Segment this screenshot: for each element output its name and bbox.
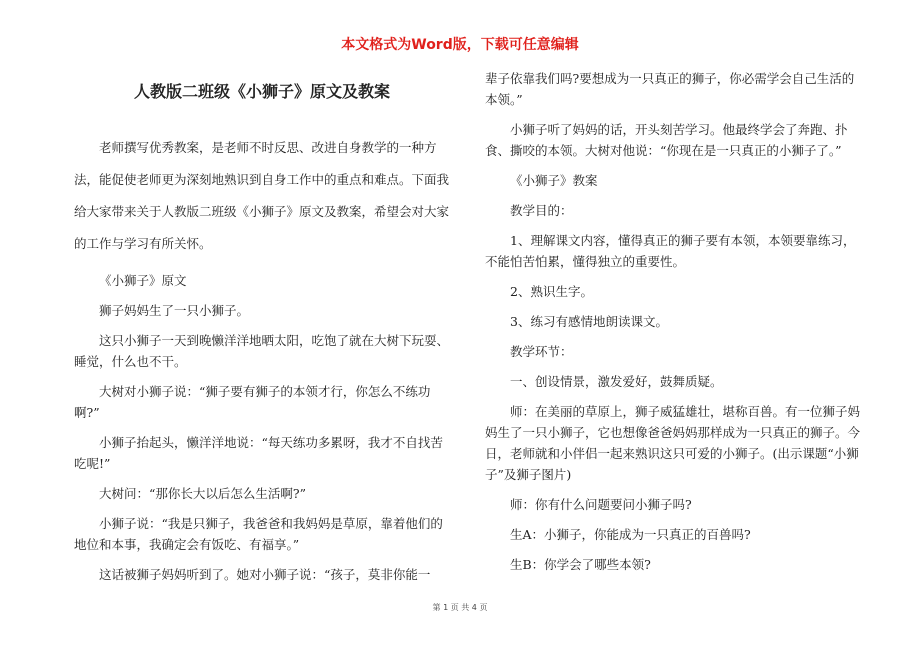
paragraph: 大树对小狮子说：“狮子要有狮子的本领才行，你怎么不练功啊?” — [74, 384, 431, 420]
section-heading: 《小狮子》教案 — [510, 173, 598, 188]
right-column — [485, 68, 863, 584]
paragraph: 小狮子抬起头，懒洋洋地说：“每天练功多累呀，我才不自找苦吃呢!” — [74, 435, 443, 471]
paragraph: 生A：小狮子，你能成为一只真正的百兽吗? — [510, 527, 751, 542]
paragraph: 一、创设情景，激发爱好，鼓舞质疑。 — [510, 374, 723, 389]
paragraph: 这话被狮子妈妈听到了。她对小狮子说：“孩子，莫非你能一 — [99, 567, 431, 582]
document-title: 人教版二班级《小狮子》原文及教案 — [133, 82, 390, 101]
paragraph: 教学目的： — [510, 203, 573, 218]
paragraph: 狮子妈妈生了一只小狮子。 — [99, 303, 250, 318]
paragraph: 2、熟识生字。 — [510, 284, 593, 299]
paragraph: 《小狮子》原文 — [99, 273, 187, 288]
paragraph: 3、练习有感情地朗读课文。 — [510, 314, 668, 329]
paragraph: 教学环节： — [510, 344, 573, 359]
intro-paragraph: 老师撰写优秀教案，是老师不时反思、改进自身教学的一种方法，能促使老师更为深刻地熟识到自身工作中的重点和难点。下面我给大家带来关于人教版二班级《小狮子》原文及教案，希望会对大家的工作与学习有所关怀。 — [74, 140, 450, 251]
paragraph: 师：在美丽的草原上，狮子威猛雄壮，堪称百兽。有一位狮子妈妈生了一只小狮子，它也想像爸爸妈妈那样成为一只真正的狮子。今日，老师就和小伴侣一起来熟识这只可爱的小狮子。(出示课题“小狮子”及狮子图片) — [485, 404, 861, 482]
format-banner: 本文格式为Word版，下载可任意编辑 — [341, 37, 579, 53]
paragraph: 小狮子说：“我是只狮子，我爸爸和我妈妈是草原，靠着他们的地位和本事，我确定会有饭吃、有福享。” — [74, 516, 443, 552]
paragraph: 生B：你学会了哪些本领? — [510, 557, 651, 572]
left-column — [74, 80, 450, 594]
page-number-footer: 第 1 页 共 4 页 — [432, 603, 488, 612]
paragraph: 1、理解课文内容，懂得真正的狮子要有本领，本领要靠练习，不能怕苦怕累，懂得独立的重要性。 — [485, 233, 856, 269]
paragraph: 大树问：“那你长大以后怎么生活啊?” — [99, 486, 306, 501]
paragraph-continued: 辈子依靠我们吗?要想成为一只真正的狮子，你必需学会自己生活的本领。” — [485, 71, 855, 107]
paragraph: 小狮子听了妈妈的话，开头刻苦学习。他最终学会了奔跑、扑食、撕咬的本领。大树对他说：“你现在是一只真正的小狮子了。” — [485, 122, 848, 158]
paragraph: 师：你有什么问题要问小狮子吗? — [510, 497, 692, 512]
paragraph: 这只小狮子一天到晚懒洋洋地晒太阳，吃饱了就在大树下玩耍、睡觉，什么也不干。 — [74, 333, 450, 369]
